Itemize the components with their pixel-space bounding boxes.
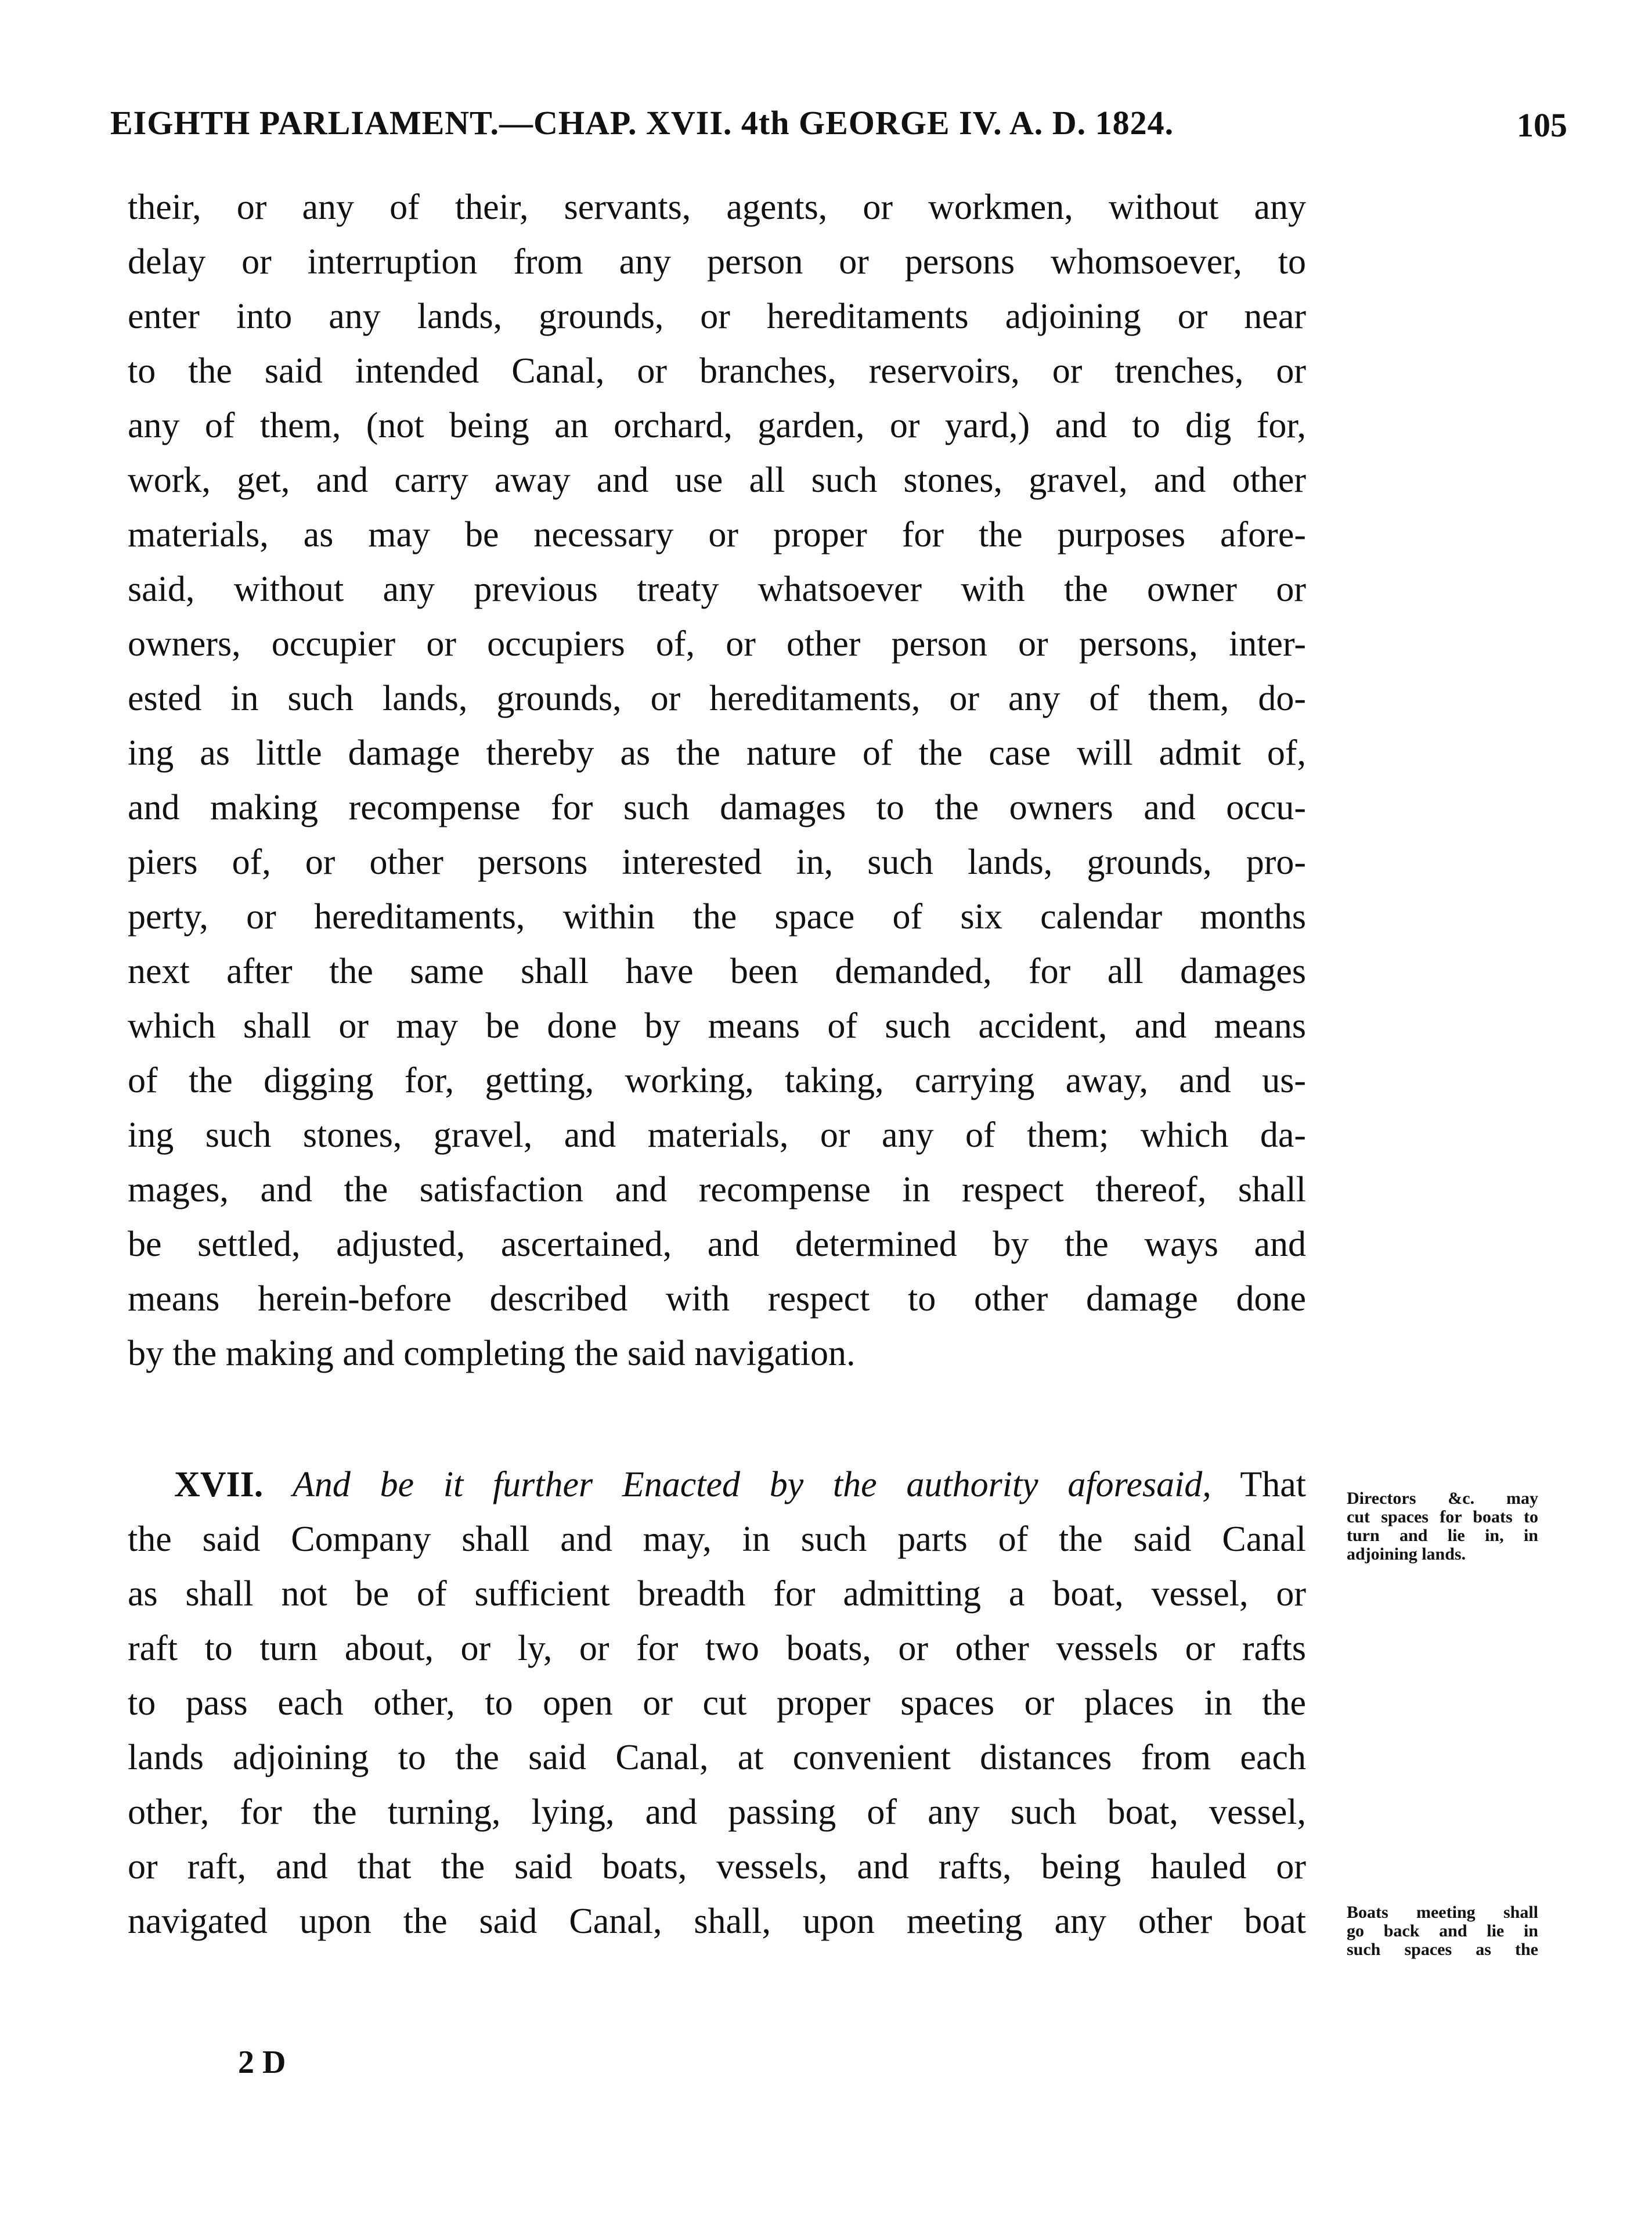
text-line: ing such stones, gravel, and materials, or any of them; which da- [128,1115,1306,1155]
signature-mark: 2 D [238,2044,286,2080]
text-line: work, get, and carry away and use all such stones, gravel, and other [128,460,1306,500]
page-number: 105 [1517,106,1567,144]
margin-note-line: such spaces as the [1347,1940,1538,1959]
text-line: navigated upon the said Canal, shall, upon meeting any other boat [128,1902,1306,1941]
text-line: or raft, and that the said boats, vessels, and rafts, being hauled or [128,1847,1306,1886]
text-line: to pass each other, to open or cut proper spaces or places in the [128,1683,1306,1723]
text-line: enter into any lands, grounds, or hereditaments adjoining or near [128,297,1306,336]
text-line: other, for the turning, lying, and passing of any such boat, vessel, [128,1792,1306,1832]
section-xvii [128,1457,1306,1949]
running-header [110,103,1567,150]
margin-note-line: cut spaces for boats to [1347,1508,1538,1526]
text-line: ing as little damage thereby as the nature of the case will admit of, [128,733,1306,773]
text-line: of the digging for, getting, working, taking, carrying away, and us- [128,1061,1306,1100]
paragraph-continued [128,180,1306,1381]
text-line: their, or any of their, servants, agents, or workmen, without any [128,188,1306,227]
text-line: which shall or may be done by means of such accident, and means [128,1006,1306,1046]
text-line: means herein-before described with respect to other damage done [128,1279,1306,1319]
margin-note-line: adjoining lands. [1347,1545,1466,1564]
text-line: lands adjoining to the said Canal, at convenient distances from each [128,1738,1306,1777]
running-title: EIGHTH PARLIAMENT.—CHAP. XVII. 4th GEORGE IV. A. D. 1824. [110,104,1174,142]
margin-note-line: turn and lie in, in [1347,1526,1538,1545]
text-line: to the said intended Canal, or branches, reservoirs, or trenches, or [128,351,1306,391]
margin-note-boats [1347,1903,1538,1959]
section-first-line [128,1457,1306,1512]
text-line: the said Company shall and may, in such parts of the said Canal [128,1520,1306,1559]
text-line: materials, as may be necessary or proper for the purposes afore- [128,515,1306,554]
text-line: next after the same shall have been demanded, for all damages [128,952,1306,991]
text-line: raft to turn about, or ly, or for two boats, or other vessels or rafts [128,1629,1306,1668]
text-line: ested in such lands, grounds, or hereditaments, or any of them, do- [128,679,1306,718]
text-line: delay or interruption from any person or persons whomsoever, to [128,242,1306,282]
text-line: by the making and completing the said navigation. [128,1334,856,1373]
margin-note-line: Boats meeting shall [1347,1903,1538,1922]
text-line: mages, and the satisfaction and recompense in respect thereof, shall [128,1170,1306,1209]
margin-note-spaces [1347,1489,1538,1564]
margin-note-line: go back and lie in [1347,1922,1538,1940]
text-line: piers of, or other persons interested in, such lands, grounds, pro- [128,842,1306,882]
text-line: perty, or hereditaments, within the space of six calendar months [128,897,1306,937]
text-line: as shall not be of sufficient breadth for admitting a boat, vessel, or [128,1574,1306,1614]
enacting-clause: And be it further Enacted by the authority aforesaid, [293,1465,1211,1504]
text-line: any of them, (not being an orchard, garden, or yard,) and to dig for, [128,406,1306,445]
text-line: be settled, adjusted, ascertained, and determined by the ways and [128,1225,1306,1264]
text-line: owners, occupier or occupiers of, or other person or persons, inter- [128,624,1306,664]
text-line: and making recompense for such damages to the owners and occu- [128,788,1306,827]
margin-note-line: Directors &c. may [1347,1489,1538,1508]
text-line: said, without any previous treaty whatsoever with the owner or [128,570,1306,609]
section-number: XVII. [174,1465,264,1504]
first-line-rest: That [1240,1465,1306,1504]
